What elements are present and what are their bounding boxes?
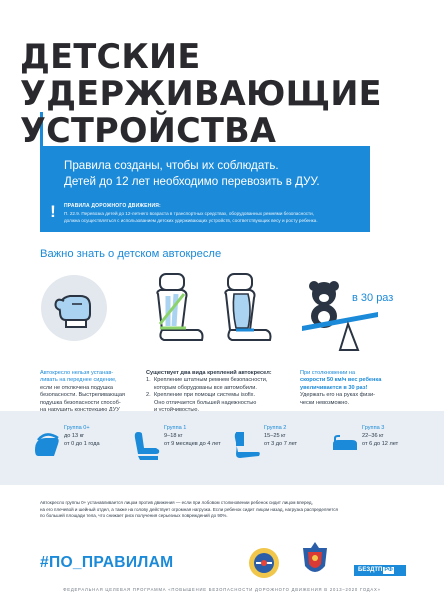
- col1-line-1: Автокресло нельзя устанав-: [40, 370, 114, 376]
- group-1-age: от 9 месяцев до 4 лет: [164, 441, 221, 448]
- col1-line-5: подушка безопасности способ-: [40, 399, 121, 406]
- mount-item-2-line-1: Крепление при помощи системы isofix.: [154, 392, 256, 399]
- mount-item-1: [146, 377, 276, 392]
- bezdtp-suffix: РФ: [384, 567, 393, 573]
- group-3-age: от 6 до 12 лет: [362, 441, 399, 448]
- col3-line-2: скорости 50 км/ч вес ребенка: [300, 377, 382, 384]
- group-3-weight: 22–36 кг: [362, 433, 384, 440]
- infant-carrier-icon: [32, 430, 62, 460]
- mount-item-1-line-1: Крепление штатным ремнем безопасности,: [154, 377, 268, 384]
- rule-title: ПРАВИЛА ДОРОЖНОГО ДВИЖЕНИЯ:: [64, 203, 161, 209]
- group-3-name: Группа 3: [362, 425, 385, 431]
- warning-mark: !: [50, 202, 56, 221]
- title-line-1: ДЕТСКИЕ: [20, 37, 201, 76]
- tagline: [64, 158, 364, 190]
- group-3-text: [362, 424, 398, 449]
- group-2-text: [264, 424, 297, 449]
- group-1-weight: 9–18 кг: [164, 433, 183, 440]
- group-0plus-footnote: [40, 500, 410, 520]
- group-card-3: [330, 424, 430, 474]
- mount-item-1-text: [154, 377, 267, 392]
- group-card-1: [132, 424, 232, 474]
- group-2-age: от 3 до 7 лет: [264, 441, 298, 448]
- group-card-2: [232, 424, 332, 474]
- bezdtp-logo: [354, 565, 406, 576]
- hashtag: #ПО_ПРАВИЛАМ: [40, 554, 174, 571]
- group-2-name: Группа 2: [264, 425, 287, 431]
- title-line-2: УДЕРЖИВАЮЩИЕ: [20, 74, 382, 113]
- group-0plus-text: [64, 424, 100, 449]
- mount-types: [146, 370, 276, 414]
- page-title: [20, 38, 440, 149]
- bezdtp-main: БЕЗДТП: [358, 567, 383, 573]
- col1-line-2: ливать на переднее сидение,: [40, 377, 117, 384]
- traffic-police-emblem-icon: [246, 546, 282, 580]
- footnote-line-2: на его плечевой и шейный отдел, а также на голову действует огромная нагрузка. Если ребенок сидит лицом назад, нагрузка распределяется: [40, 506, 338, 512]
- rule-text: [64, 210, 364, 224]
- footnote-line-3: по большей площади тела, что снижает риск получения серьезных повреждений до 90%.: [40, 513, 228, 519]
- boxing-glove-icon: [40, 274, 108, 342]
- group-1-name: Группа 1: [164, 425, 187, 431]
- col3-line-3: увеличивается в 30 раз!: [300, 384, 368, 391]
- rule-line-2: должна осуществляться с использованием детских удерживающих устройств, соответствующих весу и росту ребенка.: [64, 218, 318, 223]
- tagline-line-1: Правила созданы, чтобы их соблюдать.: [64, 159, 279, 172]
- group-card-0plus: [32, 424, 132, 474]
- group-1-text: [164, 424, 221, 449]
- col3-line-5: чески невозможно.: [300, 399, 350, 406]
- col3-line-4: Удержать его на руках физи-: [300, 392, 375, 399]
- teddy-bear-seesaw-icon: [300, 276, 380, 352]
- section-heading: Важно знать о детском автокресле: [40, 248, 222, 260]
- group-0plus-age: от 0 до 1 года: [64, 441, 100, 448]
- booster-seat-icon: [232, 430, 262, 464]
- impact-fact: [300, 370, 410, 407]
- mount-item-2-number: 2.: [146, 392, 151, 399]
- booster-cushion-icon: [330, 430, 360, 460]
- group-0plus-weight: до 13 кг: [64, 433, 85, 440]
- mount-item-2-line-2: Оно отличается большей надежностью: [154, 399, 257, 406]
- col3-line-1: При столкновении на: [300, 370, 356, 376]
- mount-item-1-line-2: которым оборудованы все автомобили.: [154, 384, 257, 391]
- program-footer: ФЕДЕРАЛЬНАЯ ЦЕЛЕВАЯ ПРОГРАММА «ПОВЫШЕНИЕ БЕЗОПАСНОСТИ ДОРОЖНОГО ДВИЖЕНИЯ В 2013–2020 ГОДАХ»: [63, 587, 381, 592]
- tagline-line-2: Детей до 12 лет необходимо перевозить в ДУУ.: [64, 175, 320, 188]
- car-seat-isofix-icon: [214, 270, 278, 352]
- col2-heading: Существует два вида креплений автокресел:: [146, 370, 272, 376]
- title-line-3: УСТРОЙСТВА: [20, 111, 277, 150]
- rule-line-1: П. 22.9. Перевозка детей до 12-летнего возраста в транспортных средствах, оборудованных ремнями безопасности,: [64, 211, 314, 216]
- group-2-weight: 15–25 кг: [264, 433, 286, 440]
- child-seat-icon: [132, 430, 162, 464]
- group-0plus-name: Группа 0+: [64, 425, 90, 431]
- coat-of-arms-icon: [300, 540, 330, 580]
- col1-line-3: если не отключена подушка: [40, 384, 114, 391]
- car-seat-belt-icon: [146, 270, 210, 352]
- mount-item-1-number: 1.: [146, 377, 151, 384]
- footnote-line-1: Автокресло группы 0+ устанавливается лицом против движения — если при лобовом столкновении ребенок сидит лицом вперед,: [40, 500, 313, 505]
- col1-line-4: безопасности. Выстреливающая: [40, 392, 125, 399]
- weight-multiplier: в 30 раз: [352, 292, 394, 304]
